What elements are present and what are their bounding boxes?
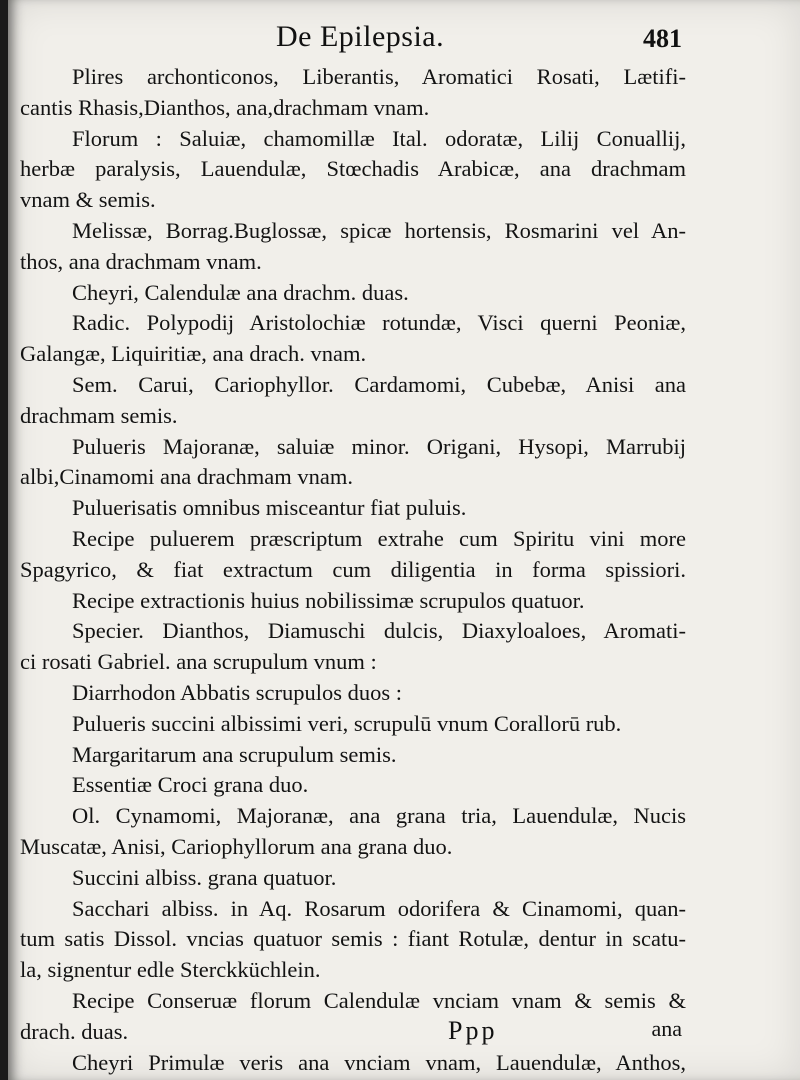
text-line: Melissæ, Borrag.Buglossæ, spicæ hortensis, Rosmarini vel An- bbox=[72, 217, 686, 243]
book-page bbox=[8, 0, 800, 1080]
text-line: Ol. Cynamomi, Majoranæ, ana grana tria, Lauendulæ, Nucis bbox=[72, 803, 686, 829]
text-line: ci rosati Gabriel. ana scrupulum vnum : bbox=[20, 649, 377, 675]
text-line: Essentiæ Croci grana duo. bbox=[72, 772, 309, 798]
text-line: cantis Rhasis,Dianthos, ana,drachmam vnam. bbox=[20, 94, 430, 120]
text-line: Succini albiss. grana quatuor. bbox=[72, 864, 337, 890]
body-text bbox=[20, 62, 686, 1078]
page-title: De Epilepsia. bbox=[276, 20, 445, 53]
text-line: Cheyri, Calendulæ ana drachm. duas. bbox=[72, 279, 409, 305]
text-line: Diarrhodon Abbatis scrupulos duos : bbox=[72, 679, 402, 705]
text-line: Sem. Carui, Cariophyllor. Cardamomi, Cubebæ, Anisi ana bbox=[72, 371, 686, 397]
text-line: Recipe puluerem præscriptum extrahe cum Spiritu vini more bbox=[72, 525, 686, 551]
signature-mark: Ppp bbox=[448, 1016, 498, 1045]
text-line: thos, ana drachmam vnam. bbox=[20, 248, 262, 274]
text-line: drach. duas. bbox=[20, 1018, 129, 1044]
page-number: 481 bbox=[643, 24, 682, 53]
text-line: drachmam semis. bbox=[20, 402, 178, 428]
text-line: Muscatæ, Anisi, Cariophyllorum ana grana duo. bbox=[20, 833, 453, 859]
text-line: Florum : Saluiæ, chamomillæ Ital. odoratæ, Lilij Conuallij, bbox=[72, 125, 686, 151]
text-line: Radic. Polypodij Aristolochiæ rotundæ, Visci querni Peoniæ, bbox=[72, 310, 686, 336]
text-line: Plires archonticonos, Liberantis, Aromatici Rosati, Lætifi- bbox=[72, 64, 686, 89]
text-line: Spagyrico, & fiat extractum cum diligentia in forma spissiori. bbox=[20, 556, 686, 582]
text-line: albi,Cinamomi ana drachmam vnam. bbox=[20, 464, 354, 490]
text-line: Specier. Dianthos, Diamuschi dulcis, Diaxyloaloes, Aromati- bbox=[72, 618, 686, 644]
text-line: la, signentur edle Sterckküchlein. bbox=[20, 957, 321, 983]
text-line: Puluerisatis omnibus misceantur fiat puluis. bbox=[72, 495, 467, 521]
text-line: Recipe Conseruæ florum Calendulæ vnciam vnam & semis & bbox=[72, 987, 686, 1013]
running-header bbox=[8, 18, 800, 58]
text-line: vnam & semis. bbox=[20, 187, 156, 213]
text-line: herbæ paralysis, Lauendulæ, Stœchadis Arabicæ, ana drachmam bbox=[20, 156, 686, 182]
text-line: Galangæ, Liquiritiæ, ana drach. vnam. bbox=[20, 341, 367, 367]
text-line: Margaritarum ana scrupulum semis. bbox=[72, 741, 397, 767]
text-line: Pulueris Majoranæ, saluiæ minor. Origani, Hysopi, Marrubij bbox=[72, 433, 686, 459]
text-line: Recipe extractionis huius nobilissimæ scrupulos quatuor. bbox=[72, 587, 585, 613]
text-line: Sacchari albiss. in Aq. Rosarum odorifera & Cinamomi, quan- bbox=[72, 895, 686, 921]
text-line: tum satis Dissol. vncias quatuor semis : fiant Rotulæ, dentur in scatu- bbox=[20, 926, 686, 952]
catchword: ana bbox=[651, 1016, 682, 1041]
text-line: Pulueris succini albissimi veri, scrupulū vnum Corallorū rub. bbox=[72, 710, 622, 736]
text-line: Cheyri Primulæ veris ana vnciam vnam, Lauendulæ, Anthos, bbox=[72, 1049, 686, 1075]
